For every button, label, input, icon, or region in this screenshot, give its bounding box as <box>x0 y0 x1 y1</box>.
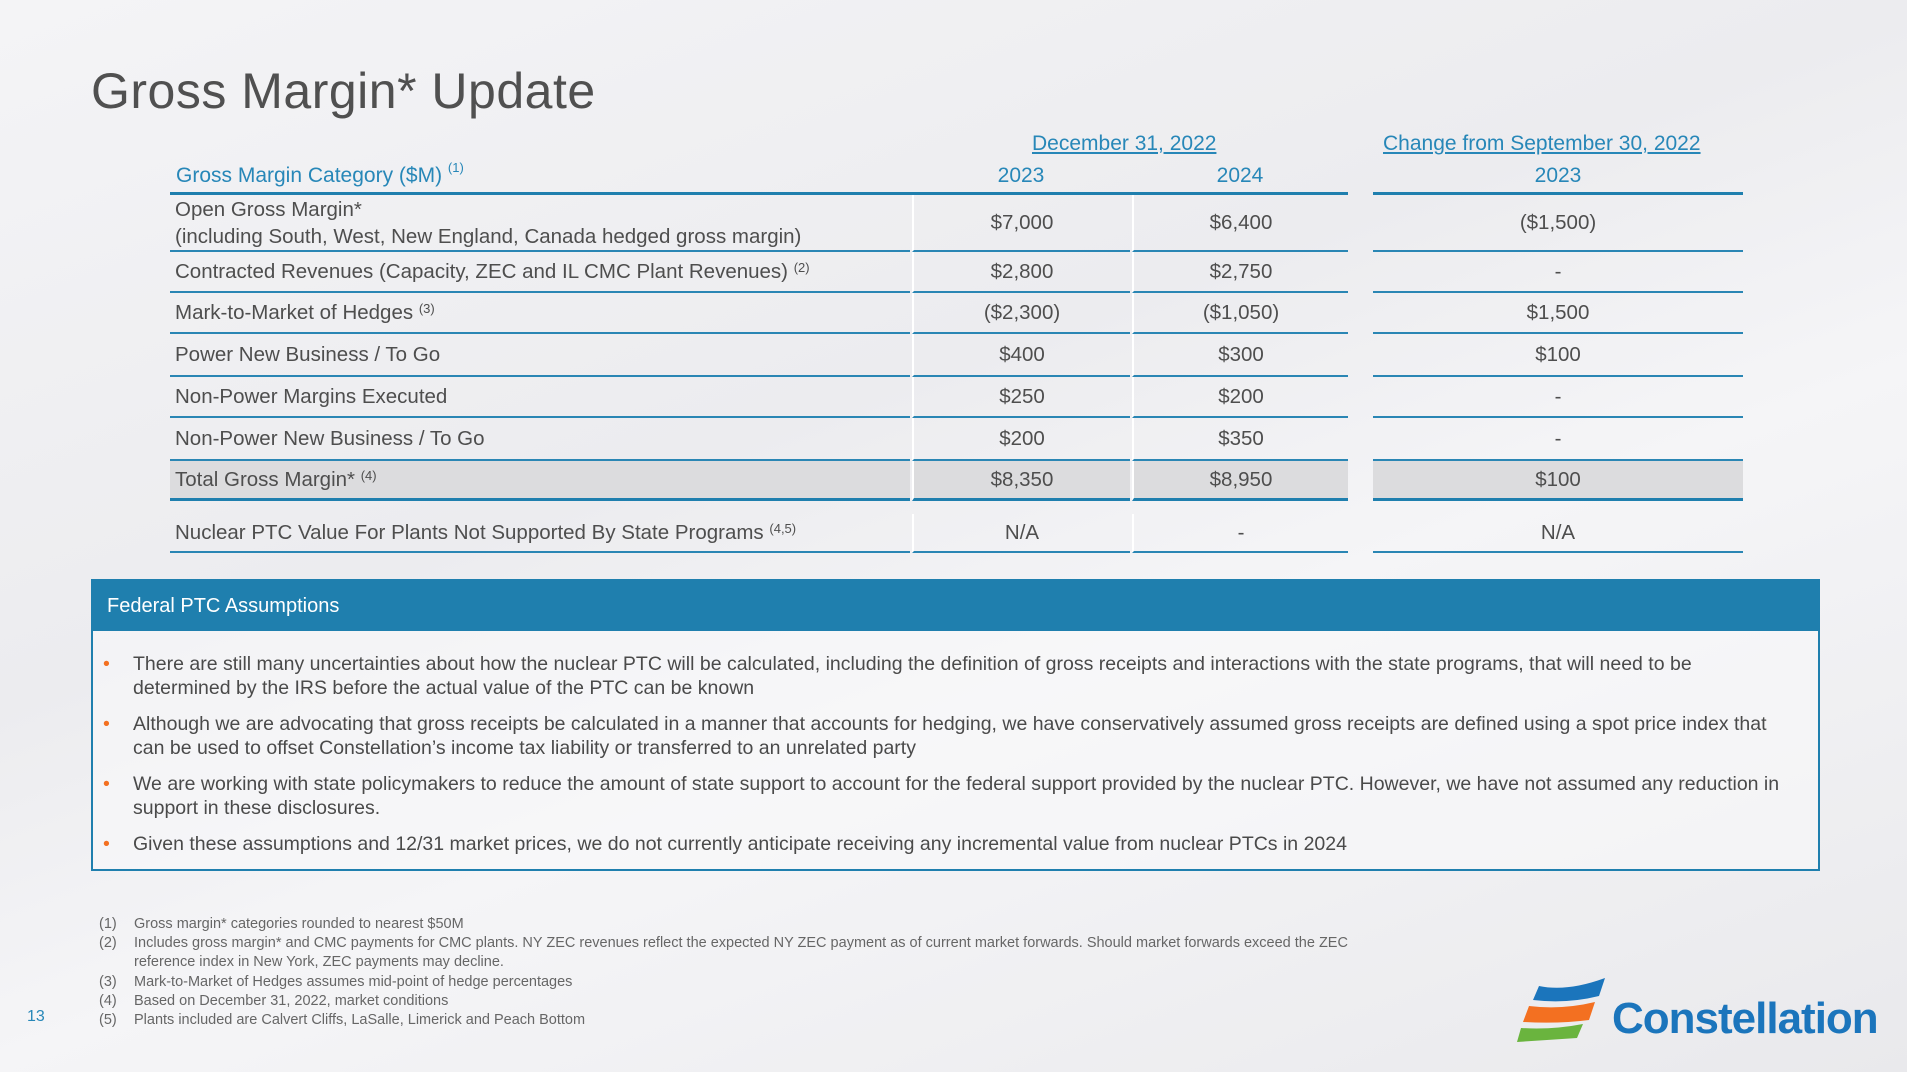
value-2023: $250 <box>912 377 1130 418</box>
value-2024: $200 <box>1132 377 1348 418</box>
value-change-2023: N/A <box>1373 514 1743 553</box>
footnote-ref: (3) <box>418 301 435 316</box>
footnote-number: (5) <box>99 1012 117 1028</box>
row-label: Contracted Revenues (Capacity, ZEC and IL CMC Plant Revenues) <box>175 260 788 283</box>
row-label: Non-Power New Business / To Go <box>175 427 485 450</box>
value-2024: - <box>1132 514 1348 553</box>
value-2024: $6,400 <box>1132 195 1348 252</box>
value-2023: $400 <box>912 334 1130 377</box>
footnote-ref: (1) <box>447 160 464 175</box>
footnote-ref: (4) <box>360 468 377 483</box>
footnote <box>99 973 572 992</box>
col-header-2024: 2024 <box>1216 164 1264 187</box>
table-row <box>170 377 1743 418</box>
table-row <box>170 252 1743 293</box>
value-2023: ($2,300) <box>912 293 1130 334</box>
value-change-2023: $100 <box>1373 461 1743 501</box>
footnote <box>99 934 1348 972</box>
group-header-dec-2022: December 31, 2022 <box>1032 132 1217 155</box>
value-change-2023: - <box>1373 252 1743 293</box>
value-change-2023: $100 <box>1373 334 1743 377</box>
page-number: 13 <box>27 1008 45 1025</box>
value-2023: $200 <box>912 418 1130 461</box>
category-cell <box>170 461 910 501</box>
row-label: Power New Business / To Go <box>175 343 441 366</box>
table-row <box>170 293 1743 334</box>
footnote-number: (3) <box>99 974 117 990</box>
table-row <box>170 461 1743 501</box>
value-2024: $2,750 <box>1132 252 1348 293</box>
row-label: Nuclear PTC Value For Plants Not Supported By State Programs <box>175 521 764 544</box>
footnote <box>99 992 448 1011</box>
logo-flag-icon <box>1517 978 1612 1042</box>
bullet-item: • Given these assumptions and 12/31 market prices, we do not currently anticipate receiving any incremental value from nuclear PTCs in 2024 <box>133 832 1793 856</box>
constellation-logo <box>1517 978 1878 1043</box>
value-2023: N/A <box>912 514 1130 553</box>
footnote-text: Gross margin* categories rounded to nearest $50M <box>134 916 464 932</box>
row-label: Total Gross Margin* <box>175 468 356 491</box>
col-header-change-2023: 2023 <box>1534 164 1582 187</box>
table-row <box>170 195 1743 252</box>
bullet-item: • We are working with state policymakers to reduce the amount of state support to account for the federal support provided by the nuclear PTC. However, we have not assumed any reduction in support in these disclosures. <box>133 772 1793 820</box>
footnote-text: Mark-to-Market of Hedges assumes mid-point of hedge percentages <box>134 974 573 990</box>
footnote-number: (1) <box>99 916 117 932</box>
category-cell <box>170 418 910 461</box>
footnote <box>99 1011 585 1030</box>
table-row <box>170 418 1743 461</box>
bullet-item: • Although we are advocating that gross receipts be calculated in a manner that accounts for hedging, we have conservatively assumed gross receipts are defined using a spot price index that can be used to offset Constellation’s income tax liability or transferred to an unrelated party <box>133 712 1793 760</box>
category-cell <box>170 334 910 377</box>
category-header <box>176 160 464 188</box>
footnote-number: (2) <box>99 935 117 951</box>
federal-ptc-assumptions-panel <box>91 579 1820 871</box>
panel-title: Federal PTC Assumptions <box>93 581 1818 631</box>
category-header-label: Gross Margin Category ($M) <box>176 164 443 187</box>
row-label: Open Gross Margin* <box>175 197 362 221</box>
value-2024: $8,950 <box>1132 461 1348 501</box>
value-2023: $2,800 <box>912 252 1130 293</box>
category-cell <box>170 195 910 252</box>
table-row <box>170 514 1743 553</box>
category-cell <box>170 377 910 418</box>
table-row <box>170 334 1743 377</box>
category-cell <box>170 514 910 553</box>
category-cell <box>170 293 910 334</box>
row-label: Non-Power Margins Executed <box>175 385 448 408</box>
bullet-item: • There are still many uncertainties about how the nuclear PTC will be calculated, including the definition of gross receipts and interactions with the state programs, that will need to be determined by the IRS before the actual value of the PTC can be known <box>133 652 1793 700</box>
col-header-2023: 2023 <box>997 164 1045 187</box>
footnote-text: Based on December 31, 2022, market conditions <box>134 993 449 1009</box>
footnote-ref: (4,5) <box>769 521 797 536</box>
group-header-change: Change from September 30, 2022 <box>1383 132 1701 155</box>
value-2023: $8,350 <box>912 461 1130 501</box>
value-change-2023: $1,500 <box>1373 293 1743 334</box>
logo-text: Constellation <box>1612 994 1878 1043</box>
footnote-ref: (2) <box>793 260 810 275</box>
value-2024: $350 <box>1132 418 1348 461</box>
value-2024: ($1,050) <box>1132 293 1348 334</box>
footnote-text: reference index in New York, ZEC payments may decline. <box>134 954 504 970</box>
footnote-number: (4) <box>99 993 117 1009</box>
value-2024: $300 <box>1132 334 1348 377</box>
value-2023: $7,000 <box>912 195 1130 252</box>
row-sublabel: (including South, West, New England, Canada hedged gross margin) <box>175 224 802 248</box>
value-change-2023: - <box>1373 377 1743 418</box>
category-cell <box>170 252 910 293</box>
footnote-text: Includes gross margin* and CMC payments for CMC plants. NY ZEC revenues reflect the expected NY ZEC payment as of current market forwards. Should market forwards exceed the ZEC <box>134 935 1348 951</box>
footnote <box>99 915 464 934</box>
row-label: Mark-to-Market of Hedges <box>175 301 414 324</box>
page-title: Gross Margin* Update <box>91 63 596 119</box>
footnote-text: Plants included are Calvert Cliffs, LaSalle, Limerick and Peach Bottom <box>134 1012 586 1028</box>
value-change-2023: ($1,500) <box>1373 195 1743 252</box>
value-change-2023: - <box>1373 418 1743 461</box>
